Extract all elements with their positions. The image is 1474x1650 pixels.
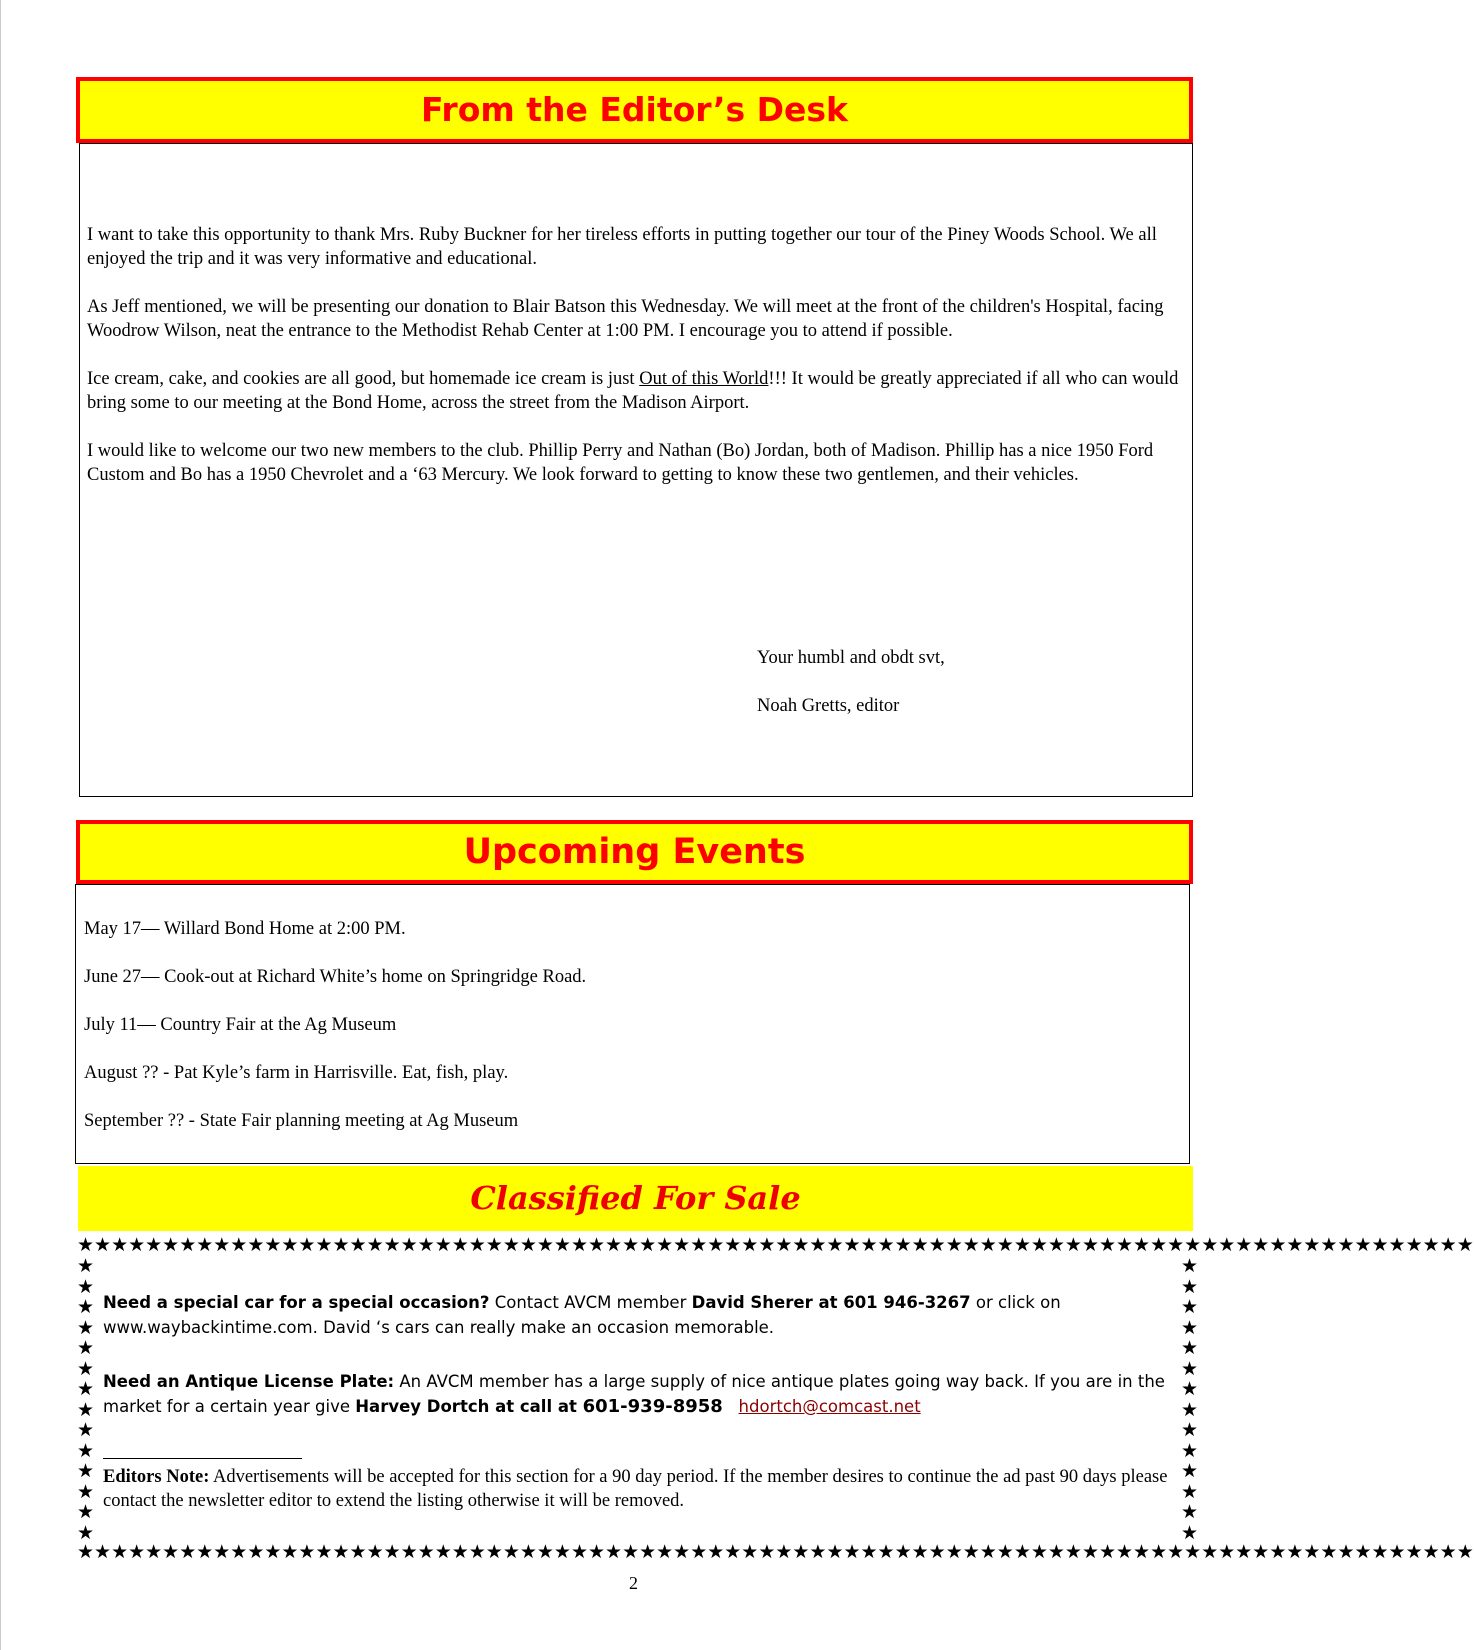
text: An AVCM member has a large supply of nice antique plates going way back. If you are in the market for a certain year give [103, 1372, 1165, 1416]
page-number: 2 [629, 1573, 638, 1593]
phone: 601-939-8958 [582, 1396, 723, 1417]
text: or click on www.waybackintime.com. David ‘s cars can really make an occasion memorable. [103, 1293, 1061, 1337]
ad-license-plate [103, 1369, 1173, 1419]
classified-banner [78, 1166, 1193, 1231]
event-item: July 11— Country Fair at the Ag Museum [84, 1015, 397, 1035]
text: Ice cream, cake, and cookies are all good, but homemade ice cream is just [87, 369, 640, 389]
star-border-top: ★★★★★★★★★★★★★★★★★★★★★★★★★★★★★★★★★★★★★★★★★★★★★★★★★★★★★★★★★★★★★★★★★★★★★★★★★★★★★★★★★★ [77, 1234, 1474, 1256]
email-link[interactable]: hdortch@comcast.net [738, 1397, 921, 1416]
closing: Your humbl and obdt svt, [757, 648, 945, 668]
editor-paragraph [87, 367, 1182, 415]
editors-note [103, 1465, 1173, 1513]
ad-lead: Need an Antique License Plate: [103, 1372, 395, 1391]
note-lead: Editors Note: [103, 1467, 210, 1487]
event-item: June 27— Cook-out at Richard White’s home on Springridge Road. [84, 967, 587, 987]
underlined-text: Out of this World [639, 369, 769, 389]
star-border-bottom: ★★★★★★★★★★★★★★★★★★★★★★★★★★★★★★★★★★★★★★★★★★★★★★★★★★★★★★★★★★★★★★★★★★★★★★★★★★★★★★★★★★ [77, 1541, 1474, 1563]
editor-paragraph: I would like to welcome our two new members to the club. Phillip Perry and Nathan (Bo) Jordan, both of Madison. Phillip has a nice 1950 Ford Custom and Bo has a 1950 Chevrolet and a ‘63 Mercury. We look forward to getting to know these two gentlemen, and their vehicles. [87, 441, 1154, 485]
editor-box [79, 143, 1193, 797]
contact: Harvey Dortch at call at [355, 1397, 583, 1416]
text: Advertisements will be accepted for this section for a 90 day period. If the member desires to continue the ad past 90 days please contact the newsletter editor to extend the listing otherwise it will be removed. [103, 1467, 1168, 1511]
contact: David Sherer at 601 946-3267 [691, 1293, 971, 1312]
events-title: Upcoming Events [463, 832, 806, 872]
divider [103, 1458, 302, 1459]
event-item: September ?? - State Fair planning meeting at Ag Museum [84, 1111, 519, 1131]
editor-paragraph: I want to take this opportunity to thank Mrs. Ruby Buckner for her tireless efforts in putting together our tour of the Piney Woods School. We all enjoyed the trip and it was very informative and educational. [87, 225, 1157, 269]
star-border-right: ★ ★ ★ ★ ★ ★ ★ ★ ★ ★ ★ ★ ★ ★ [1181, 1255, 1199, 1544]
events-box [75, 884, 1190, 1164]
signature: Noah Gretts, editor [757, 696, 900, 716]
star-border-left: ★ ★ ★ ★ ★ ★ ★ ★ ★ ★ ★ ★ ★ ★ [77, 1255, 95, 1544]
editor-banner [76, 77, 1193, 143]
text: !!! It would be greatly appreciated if all who can would bring some to our meeting at the Bond Home, across the street from the Madison Airport. [87, 369, 1179, 413]
text: Contact AVCM member [489, 1293, 692, 1312]
classified-title: Classified For Sale [470, 1179, 801, 1217]
editor-title: From the Editor’s Desk [420, 90, 848, 129]
event-item: May 17— Willard Bond Home at 2:00 PM. [84, 919, 406, 939]
editor-paragraph: As Jeff mentioned, we will be presenting our donation to Blair Batson this Wednesday. We will meet at the front of the children's Hospital, facing Woodrow Wilson, neat the entrance to the Methodist Rehab Center at 1:00 PM. I encourage you to attend if possible. [87, 297, 1164, 341]
event-item: August ?? - Pat Kyle’s farm in Harrisville. Eat, fish, play. [84, 1063, 509, 1083]
events-banner [76, 820, 1193, 884]
ad-special-car [103, 1290, 1173, 1340]
ad-lead: Need a special car for a special occasion? [103, 1293, 490, 1312]
